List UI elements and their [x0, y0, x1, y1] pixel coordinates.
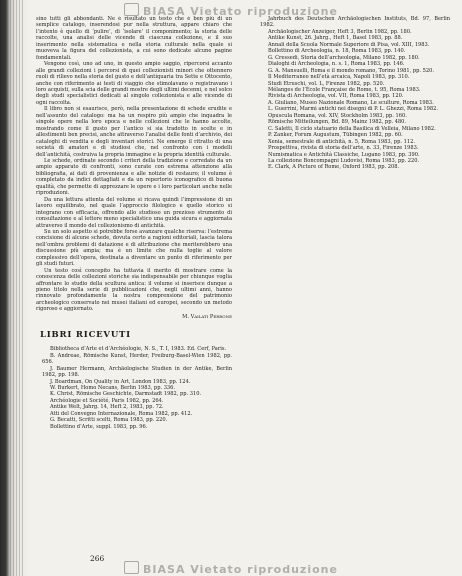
book-entry: Antike Welt, Jahrg. 14, Heft 2, 1983, pp. 72.: [50, 404, 164, 411]
book-entry: Römische Mitteilungen, Bd. 89, Mainz 1982, pp. 480.: [268, 119, 407, 126]
review-paragraph: sino tutti gli abbondanti. Ne è risultato un testo che è ben più di un semplice catalogo, inserendosi pur nella struttura, appare chiaro che l’intento è quello di ‘pulire’, di ‘isolare’ il componimento; la storia delle raccolte, una analisi delle vicende di ciascuna collezione, e il suo inserimento nella sistematica e nella storia culturale nella quale si muoveva la figura del collezionista, a cui sono dedicate alcune pagine fondamentali.: [36, 16, 232, 61]
book-entry: J. Baumer Hermann, Archäologische Studien in der Antike, Berlin 1982, pp. 198.: [42, 365, 232, 379]
left-column: [36, 16, 232, 568]
book-entry: Opuscula Romana, vol. XIV, Stockholm 1983, pp. 160.: [268, 112, 407, 119]
book-entry: Bollettino di Archeologia, n. 18, Roma 1983, pp. 140.: [268, 48, 406, 55]
review-paragraph: Su un solo aspetto si potrebbe forse avanzare qualche riserva: l’estrema concisione di alcune schede, dovuta certo a ragioni editoriali, lascia talora nell’ombra problemi di datazione e di attribuzione che meriterebbero una discussione più ampia; ma è un limite che nulla toglie al valore complessivo dell’opera, destinata a diventare un punto di riferimento per gli studi futuri.: [36, 228, 232, 268]
book-entry: G. Becatti, Scritti scelti, Roma 1983, pp. 220.: [50, 417, 168, 424]
book-entry: Jahrbuch des Deutschen Archäologischen Instituts, Bd. 97, Berlin 1982.: [260, 16, 450, 29]
page-number: 266: [90, 554, 105, 563]
watermark-bottom: [0, 561, 462, 576]
book-entry: E. Clark, A Picture of Rome, Oxford 1983, pp. 208.: [268, 164, 400, 171]
book-entry: Dialoghi di Archeologia, n. s. 1, Roma 1983, pp. 146.: [268, 61, 405, 68]
book-entry: Annali della Scuola Normale Superiore di Pisa, vol. XIII, 1983.: [268, 41, 430, 48]
watermark-text: BIASA Vietato riproduzione: [143, 563, 338, 576]
book-entry: G. A. Mansuelli, Roma e il mondo romano, Torino 1981, pp. 520.: [268, 67, 434, 74]
review-paragraph: Il libro non si esaurisce, però, nella presentazione di schede erudite e nell’assunto del catalogo: ma ha un respiro più ampio che inquadra le singole opere nella loro epoca e nelle collezioni che le hanno accolte, mostrando come il gusto per l’antico si sia tradotto in scelte e in allestimenti ben precisi, anche attraverso l’analisi delle fonti d’archivio, dei cataloghi di vendita e degli inventari storici. Ne emerge il ritratto di una società di amatori e di studiosi che, nel confronto con i modelli dell’antichità, costruiva la propria immagine e la propria identità culturale.: [36, 106, 232, 158]
book-entry: Antike Kunst, 26. Jahrg., Heft 1, Basel 1983, pp. 88.: [268, 35, 403, 42]
review-signature: M. Vailati Perrone: [182, 313, 232, 320]
book-spine-shadow: [0, 0, 34, 576]
book-entry: Bollettino d’Arte, suppl. 1983, pp. 96.: [50, 423, 148, 430]
book-entry: L. Guerrini, Marmi antichi nei disegni di P. L. Ghezzi, Roma 1982.: [268, 106, 438, 113]
document-page: [36, 16, 450, 568]
book-entry: A. Giuliano, Museo Nazionale Romano, Le sculture, Roma 1983.: [268, 99, 434, 106]
review-paragraph: Un testo così concepito ha tuttavia il merito di mostrare come la conoscenza delle collezioni storiche sia indispensabile per chiunque voglia affrontare lo studio della scultura antica: il volume si inserisce dunque a pieno titolo nella serie di pubblicazioni che, negli ultimi anni, hanno rinnovato profondamente la nostra comprensione del patrimonio archeologico conservato nei musei italiani ed europei, secondo un metodo rigoroso e aggiornato.: [36, 267, 232, 313]
book-entry: Rivista di Archeologia, vol. VII, Roma 1983, pp. 120.: [268, 93, 404, 100]
book-entry: W. Burkert, Homo Necans, Berlin 1983, pp. 336.: [50, 385, 176, 392]
book-entry: J. Boardman, On Quality in Art, London 1983, pp. 124.: [50, 378, 191, 385]
book-entry: Xenia, semestrale di antichità, n. 5, Roma 1983, pp. 112.: [268, 138, 415, 145]
book-entry: Numismatica e Antichità Classiche, Lugano 1983, pp. 390.: [268, 151, 420, 158]
book-entry: C. Saletti, Il ciclo statuario della Basilica di Velleia, Milano 1982.: [268, 125, 436, 132]
book-entry: Il Mediterraneo nell’età arcaica, Napoli 1983, pp. 310.: [268, 74, 410, 81]
section-title: LIBRI RICEVUTI: [40, 330, 131, 341]
book-entry: P. Zanker, Forum Augustum, Tübingen 1982, pp. 60.: [268, 132, 403, 139]
review-paragraph: Le schede, ordinate secondo i criteri della tradizione e corredate da un ampio apparato di confronti, sono curate con estrema attenzione alla bibliografia, ai dati di provenienza e alle notizie di restauro; il volume è completato da indici dettagliati e da un repertorio iconografico di buona qualità, che permette di apprezzare le opere e i loro particolari anche nelle riproduzioni.: [36, 157, 232, 197]
book-entry: Prospettiva, rivista di storia dell’arte, n. 33, Firenze 1983.: [268, 145, 419, 152]
book-entry: G. Cressedi, Storia dell’archeologia, Milano 1982, pp. 180.: [268, 54, 420, 61]
review-paragraph: Da una lettura attenta del volume si ricava quindi l’impressione di un lavoro equilibrato, nel quale l’approccio filologico e quello storico si integrano con efficacia, offrendo allo studioso un prezioso strumento di consultazione e al lettore meno specialistico una guida sicura e aggiornata attraverso il mondo del collezionismo di antichità.: [36, 196, 232, 229]
page-edges: [10, 0, 24, 576]
review-text: [36, 16, 232, 313]
book-entry: Archäologischer Anzeiger, Heft 3, Berlin 1982, pp. 180.: [268, 28, 412, 35]
book-entry: Bibliotheca d’Arte et d’Archéologie, N. S., T. I, 1983. Ed. Cerf, Paris.: [50, 346, 227, 353]
book-entry: Studi Etruschi, vol. L, Firenze 1982, pp. 520.: [268, 80, 385, 87]
right-column: [254, 16, 450, 568]
books-received-list-right: [254, 16, 450, 171]
library-logo-icon: [124, 561, 139, 574]
book-entry: K. Christ, Römische Geschichte, Darmstadt 1982, pp. 310.: [50, 391, 202, 398]
watermark-text: BIASA Vietato riproduzione: [143, 5, 338, 18]
book-entry: Archéologie et Société, Paris 1982, pp. 264.: [50, 397, 164, 404]
books-received-list-left: [36, 346, 232, 430]
library-logo-icon: [124, 3, 139, 16]
review-paragraph: Vengono così, uno ad uno, in questo ampio saggio, ripercorsi accanto alle grandi collezioni i percorsi di quei collezionisti minori che ottennero ruoli di rilievo nella storia del gusto e dell’antiquaria tra Sette e Ottocento, anche con riferimento ai testi di viaggio che stimolavano o registravano i loro acquisti, sulla scia delle grandi mostre degli ultimi decenni, e nel solco degli studi specialistici dedicati al singolo collezionista e alle vicende di ogni raccolta.: [36, 61, 232, 106]
book-entry: La collezione Boncompagni Ludovisi, Roma 1983, pp. 220.: [268, 157, 420, 164]
book-entry: Mélanges de l’École Française de Rome, t. 95, Roma 1983.: [268, 86, 421, 93]
book-entry: Atti del Convegno Internazionale, Roma 1982, pp. 412.: [50, 410, 193, 417]
book-entry: B. Andreae, Römische Kunst, Herder, Freiburg-Basel-Wien 1982, pp. 656.: [42, 352, 232, 366]
